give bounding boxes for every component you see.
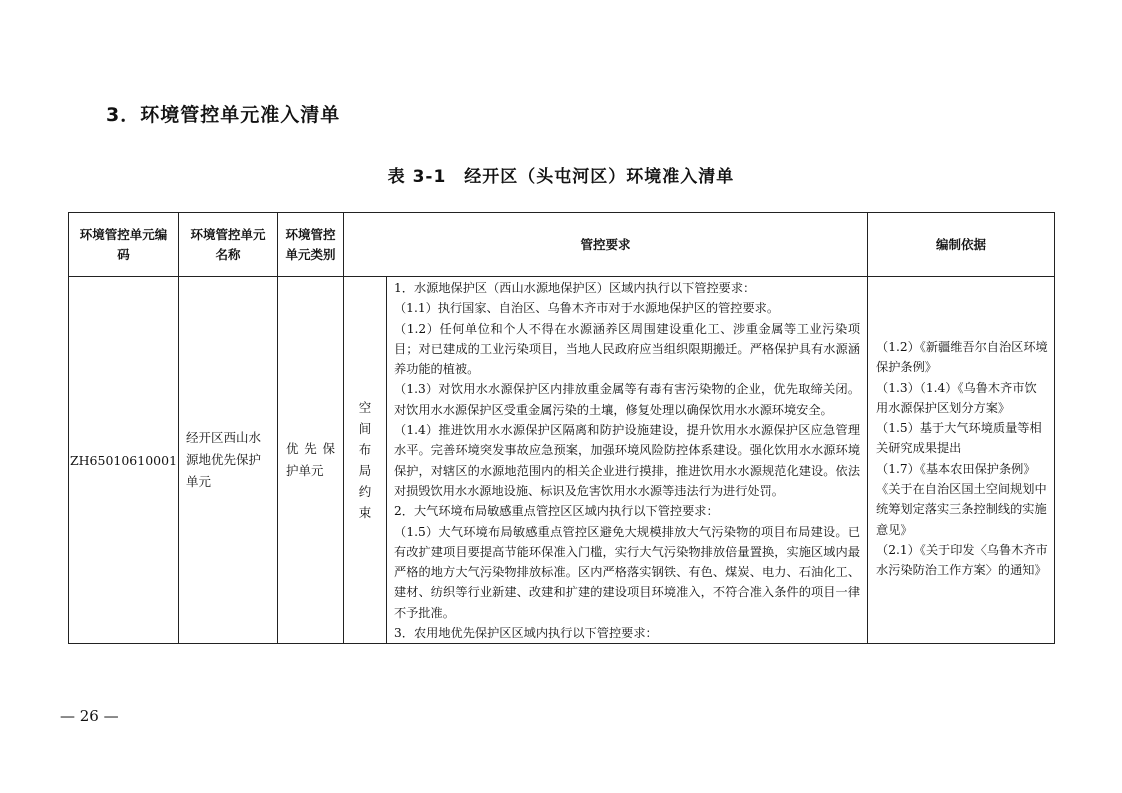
requirement-item: （1.1）执行国家、自治区、乌鲁木齐市对于水源地保护区的管控要求。 [394,301,780,316]
table-row [69,277,1055,644]
table-header-row [69,213,1055,277]
unit-category-cell: 优先保护单元 [278,277,344,644]
header-unit-code: 环境管控单元编码 [69,213,179,277]
requirement-item: （1.5）大气环境布局敏感重点管控区避免大规模排放大气污染物的项目布局建设。已有改扩建项目要提高节能环保准入门槛，实行大气污染物排放倍量置换，实施区域内最严格的地方大气污染物排放标准。区内严格落实钢铁、有色、煤炭、电力、石油化工、建材、纺织等行业新建、改建和扩建的建设项目环境准入，不符合准入条件的项目一律不予批准。 [394,524,861,620]
requirement-item: 1．水源地保护区（西山水源地保护区）区域内执行以下管控要求： [394,281,756,295]
basis-item: （1.2）《新疆维吾尔自治区环境保护条例》 [876,340,1048,375]
table-title: 表 3-1 经开区（头屯河区）环境准入清单 [387,167,735,187]
header-basis: 编制依据 [868,213,1055,277]
basis-item: （2.1）《关于印发〈乌鲁木齐市水污染防治工作方案〉的通知》 [876,542,1048,578]
basis-cell [868,277,1055,644]
basis-item: （1.3）（1.4）《乌鲁木齐市饮用水源保护区划分方案》 [876,380,1037,415]
unit-code-cell: ZH65010610001 [69,277,179,644]
basis-item: （1.7）《基本农田保护条例》《关于在自治区国土空间规划中统筹划定落实三条控制线的实施意见》 [876,461,1047,537]
requirement-item: （1.2）任何单位和个人不得在水源涵养区周围建设重化工、涉重金属等工业污染项目；对已建成的工业污染项目，当地人民政府应当组织限期搬迁。严格保护具有水源涵养功能的植被。 [394,321,861,377]
requirement-item: （1.3）对饮用水水源保护区内排放重金属等有毒有害污染物的企业，优先取缔关闭。对饮用水水源保护区受重金属污染的土壤，修复处理以确保饮用水水源环境安全。 [394,382,861,417]
section-heading: 3．环境管控单元准入清单 [106,104,341,126]
constraint-dimension-cell: 空间布局约束 [344,277,387,644]
requirement-item: （1.4）推进饮用水水源保护区隔离和防护设施建设，提升饮用水水源保护区应急管理水平。完善环境突发事故应急预案，加强环境风险防控体系建设。强化饮用水水源环境保护，对辖区的水源地范围内的相关企业进行摸排，推进饮用水水源规范化建设。依法对损毁饮用水水源地设施、标识及危害饮用水水源等违法行为进行处罚。 [394,423,861,498]
header-unit-name: 环境管控单元名称 [179,213,278,277]
unit-name-cell: 经开区西山水源地优先保护单元 [179,277,278,644]
requirements-cell [387,277,868,644]
requirement-item: 3．农用地优先保护区区域内执行以下管控要求： [394,626,658,641]
header-requirements: 管控要求 [344,213,868,277]
page-number: — 26 — [60,707,119,725]
environmental-access-table [68,212,1055,644]
requirement-item: 2．大气环境布局敏感重点管控区区域内执行以下管控要求： [394,504,719,519]
basis-item: （1.5）基于大气环境质量等相关研究成果提出 [876,421,1042,456]
header-unit-category: 环境管控单元类别 [278,213,344,277]
